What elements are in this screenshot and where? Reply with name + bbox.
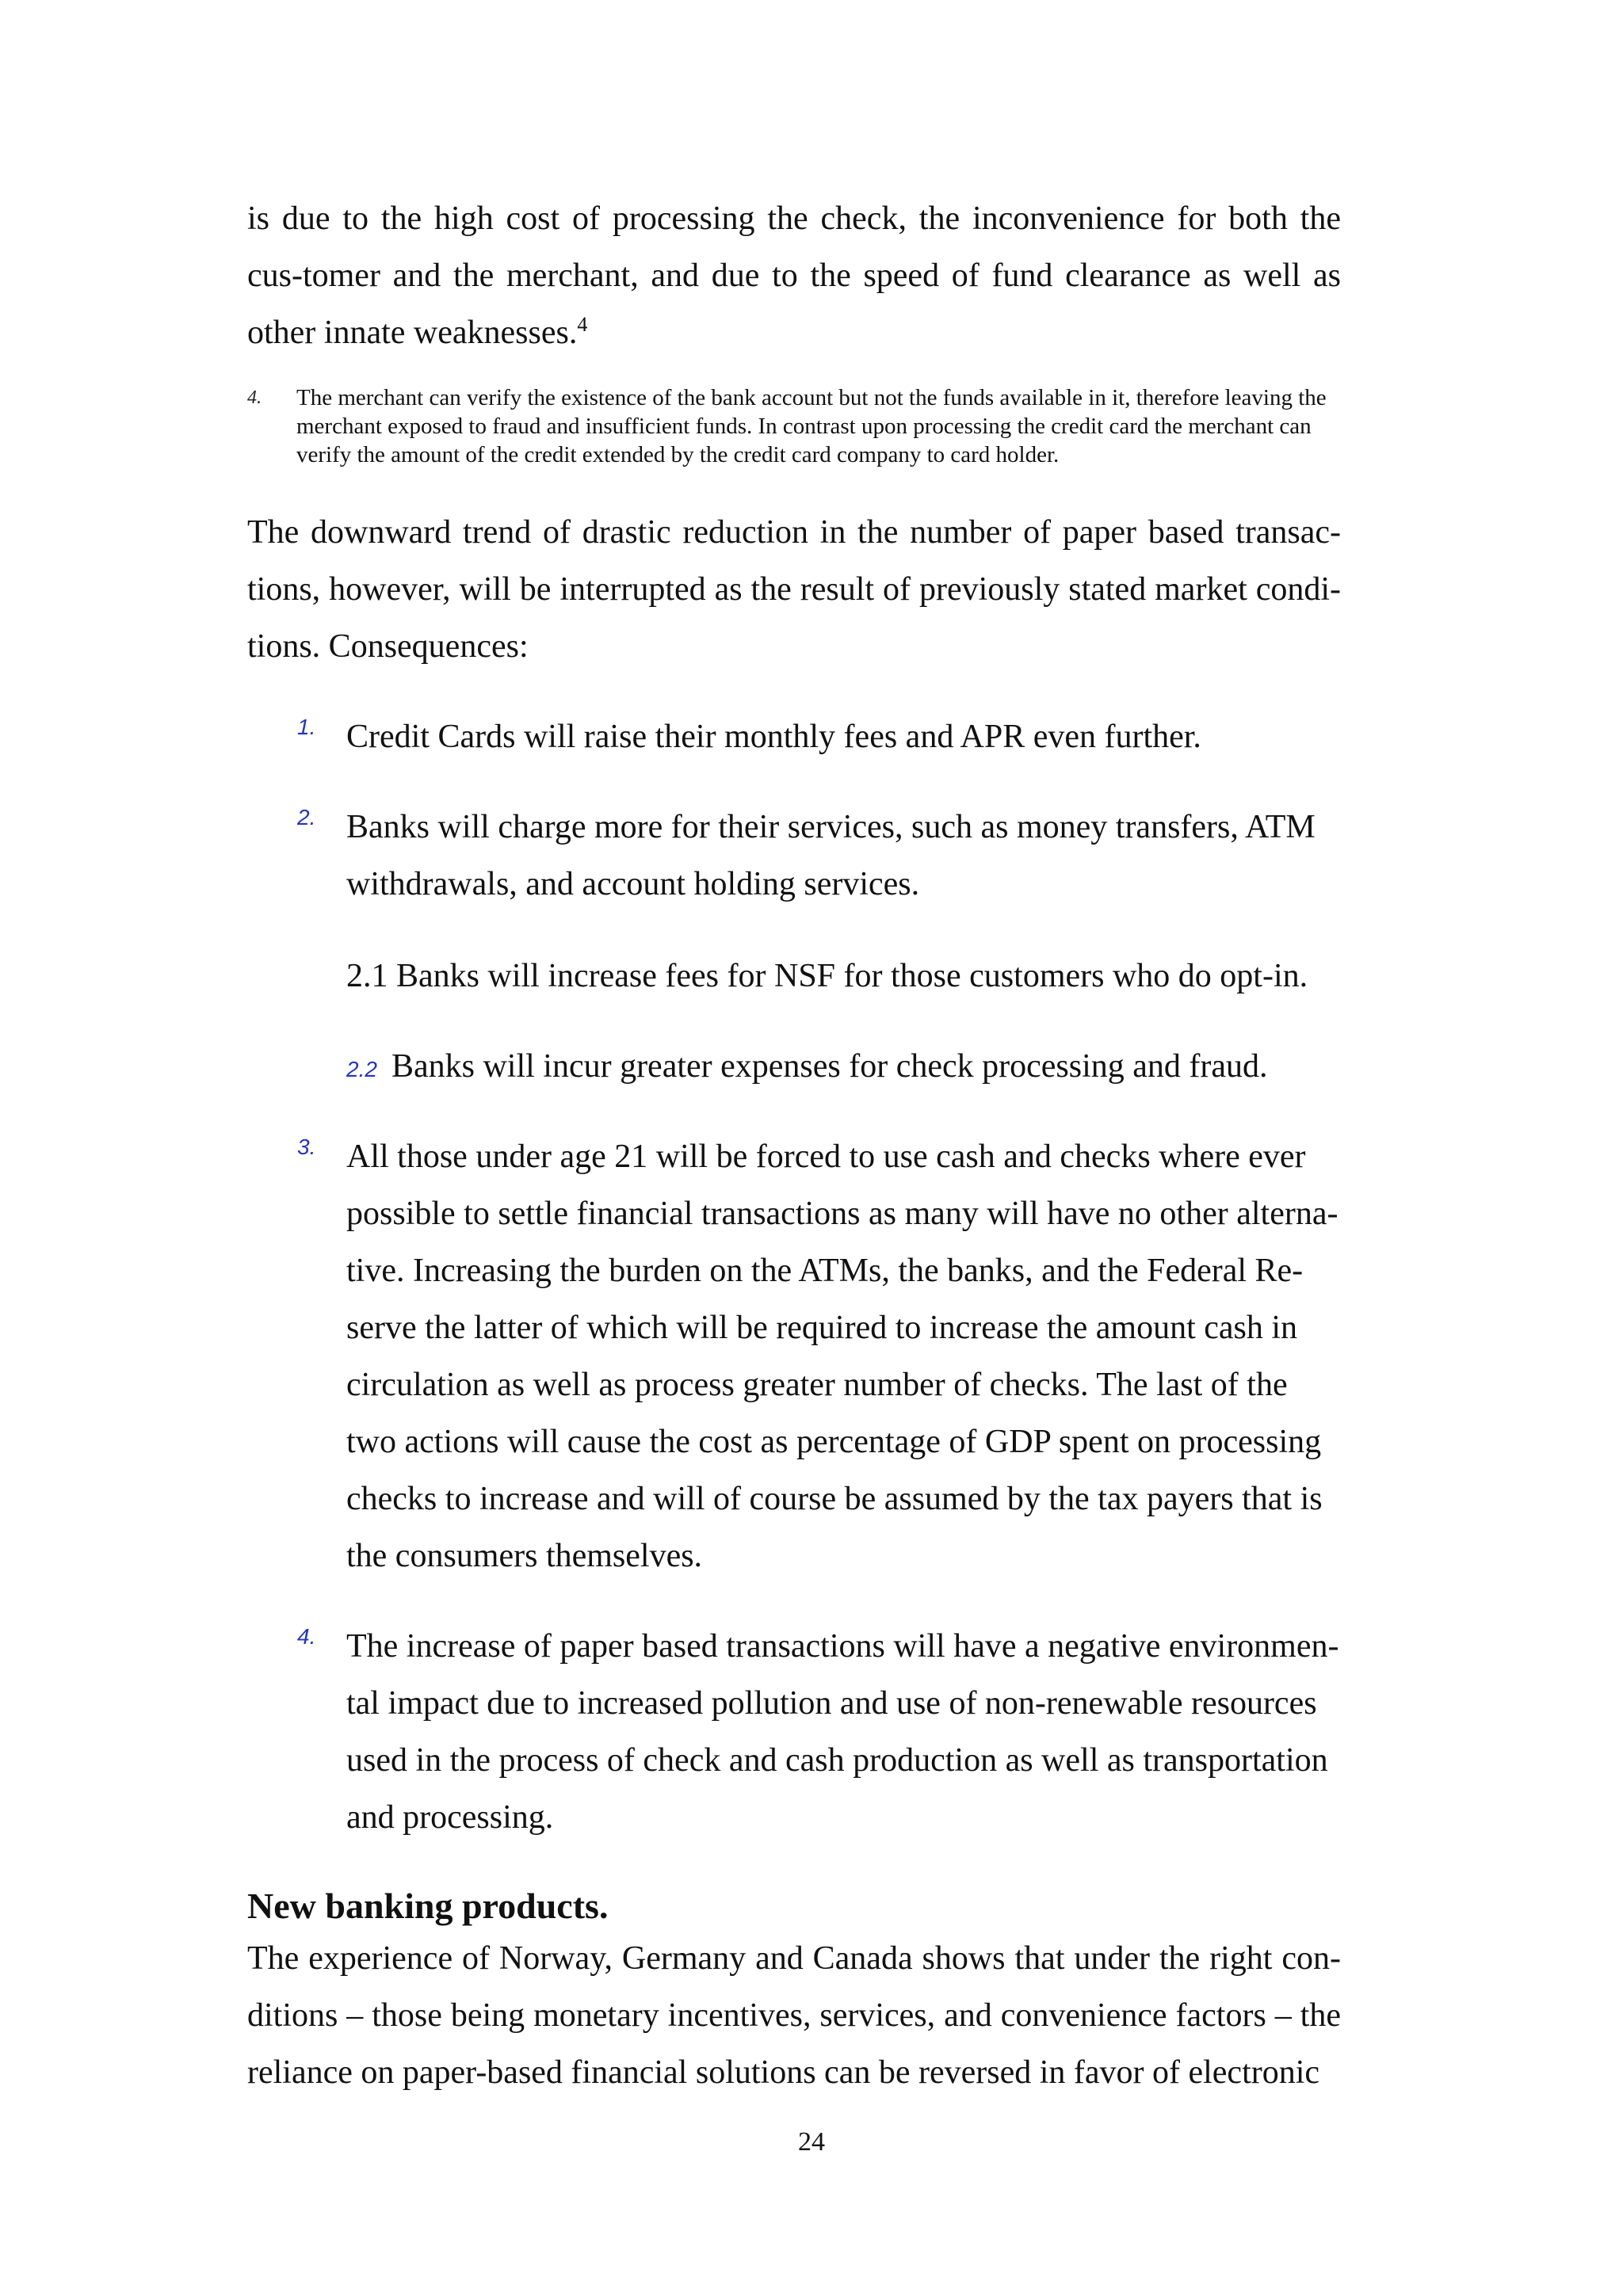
list-item-text: Credit Cards will raise their monthly fees and APR even further. [346, 719, 1201, 755]
list-item-text: The increase of paper based transactions will have a negative environmen-tal impact due to increased pollution and use of non-renewable resources used in the process of check and cash production as well as transportation and processing. [346, 1628, 1339, 1836]
sub-item-2-1 [346, 948, 1345, 1005]
list-number: 1. [297, 715, 316, 739]
sub-item-2-2 [346, 1038, 1345, 1098]
footnote-reference: 4 [577, 313, 588, 336]
sub-item-text: 2.1 Banks will increase fees for NSF for those customers who do opt-in. [346, 958, 1308, 994]
consequence-item-2 [297, 799, 1343, 913]
sub-item-text: Banks will incur greater expenses for check processing and fraud. [391, 1048, 1268, 1085]
consequence-item-1 [297, 708, 1343, 765]
list-number: 2. [297, 805, 316, 830]
list-number: 4. [297, 1624, 316, 1649]
list-item-text: Banks will charge more for their services, such as money transfers, ATM withdrawals, and account holding services. [346, 809, 1316, 902]
sub-item-number: 2.2 [346, 1057, 377, 1081]
page-number: 24 [798, 2127, 825, 2157]
footnote [247, 383, 1341, 469]
list-item-text: All those under age 21 will be forced to use cash and checks where ever possible to settle financial transactions as many will have no other alterna-tive. Increasing the burden on the ATMs, the banks, and the Federal Re-serve the latter of which will be required to increase the amount cash in circulation as well as process greater number of checks. The last of the two actions will cause the cost as percentage of GDP spent on processing checks to increase and will of course be assumed by the tax payers that is the consumers themselves. [346, 1138, 1338, 1574]
list-number: 3. [297, 1135, 316, 1159]
footnote-text: The merchant can verify the existence of the bank account but not the funds available in it, therefore leaving the merchant exposed to fraud and insufficient funds. In contrast upon processing the credit card the merchant can verify the amount of the credit extended by the credit card company to card holder. [296, 385, 1327, 467]
closing-paragraph: The experience of Norway, Germany and Canada shows that under the right con-ditions – those being monetary incentives, services, and convenience factors – the reliance on paper-based financial solutions can be reversed in favor of electronic [247, 1940, 1341, 2091]
trend-paragraph: The downward trend of drastic reduction in the number of paper based transac-tions, however, will be interrupted as the result of previously stated market condi-tions. Consequences: [247, 514, 1341, 665]
intro-paragraph-text: is due to the high cost of processing the check, the inconvenience for both the cus-tomer and the merchant, and due to the speed of fund clearance as well as other innate weaknesses. [247, 200, 1341, 351]
consequence-item-4 [297, 1618, 1343, 1846]
consequence-item-3 [297, 1128, 1343, 1585]
footnote-number: 4. [247, 387, 262, 408]
intro-paragraph [247, 190, 1341, 361]
section-heading: New banking products. [247, 1886, 609, 1926]
